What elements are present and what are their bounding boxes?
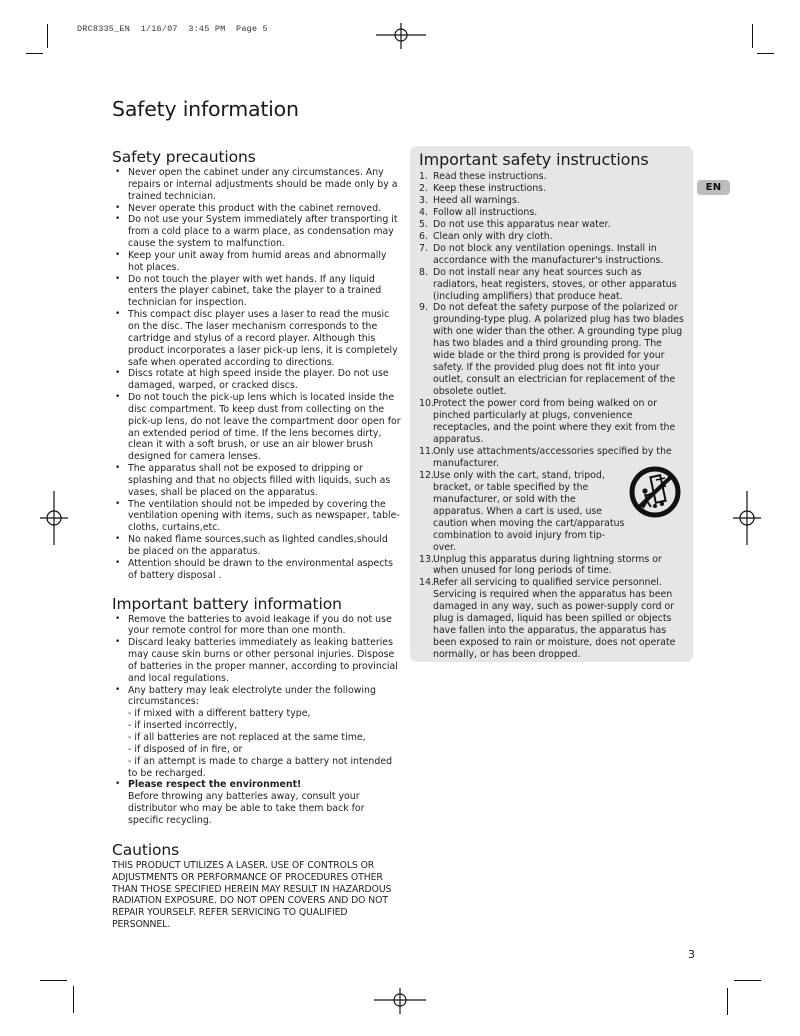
- battery-information-section: [112, 595, 402, 827]
- item-number: 11.: [419, 445, 434, 457]
- item-number: 13.: [419, 553, 434, 565]
- list-item: • This compact disc player uses a laser to read the music on the disc. The laser mechanism corresponds to the cartridge and stylus of a record player. Although this product incorporates a laser pick-up lens, it is completely safe when operated according to directions.: [112, 309, 402, 368]
- list-item: [419, 577, 685, 661]
- leak-condition: - if an attempt is made to charge a battery not intended to be recharged.: [128, 755, 393, 779]
- printer-slug: DRC8335_EN 1/16/07 3:45 PM Page 5: [77, 24, 268, 34]
- list-item-leak-conditions: [112, 685, 402, 780]
- item-number: 5.: [419, 218, 428, 230]
- item-text: Follow all instructions.: [433, 206, 538, 218]
- caution-text: THIS PRODUCT UTILIZES A LASER. USE OF CONTROLS OR ADJUSTMENTS OR PERFORMANCE OF PROCEDURES OTHER THAN THOSE SPECIFIED HEREIN MAY RESULT IN HAZARDOUS RADIATION EXPOSURE. DO NOT OPEN COVERS AND DO NOT REPAIR YOURSELF. REFER SERVICING TO QUALIFIED PERSONNEL.: [112, 859, 392, 931]
- item-text: Refer all servicing to qualified service personnel. Servicing is required when the apparatus has been damaged in any way, such as power-supply cord or plug is damaged, liquid has been spilled or objects have fallen into the apparatus, the apparatus has been exposed to rain or moisture, does not operate normally, or has been dropped.: [433, 577, 676, 661]
- environment-text: Before throwing any batteries away, consult your distributor who may be able to take them back for specific recycling.: [128, 791, 365, 826]
- item-number: 9.: [419, 302, 428, 314]
- list-item: [419, 207, 685, 219]
- registration-crosshair-icon: [717, 488, 777, 548]
- registration-crosshair-icon: [370, 970, 430, 1030]
- item-text: Clean only with dry cloth.: [433, 230, 553, 242]
- list-item: [419, 243, 685, 267]
- language-tab-en: EN: [697, 180, 730, 195]
- leak-condition: - if mixed with a different battery type,: [128, 708, 311, 720]
- crop-mark-bottom-left-h: [40, 980, 67, 981]
- list-item-environment: [112, 779, 402, 826]
- item-number: 7.: [419, 242, 428, 254]
- list-item: • Attention should be drawn to the environmental aspects of battery disposal .: [112, 558, 402, 582]
- leak-condition: - if disposed of in fire, or: [128, 743, 243, 755]
- list-item: [419, 195, 685, 207]
- item-text: Only use attachments/accessories specified by the manufacturer.: [433, 445, 672, 469]
- list-item: • The apparatus shall not be exposed to dripping or splashing and that no objects filled with liquids, such as vases, shall be placed on the apparatus.: [112, 463, 402, 499]
- crop-mark-bottom-right-v: [727, 988, 728, 1015]
- important-safety-instructions-panel: [410, 146, 693, 662]
- section-title-safety-precautions: Safety precautions: [112, 148, 256, 166]
- item-text: Keep these instructions.: [433, 182, 547, 194]
- crop-mark-top-left-v: [47, 24, 48, 48]
- registration-crosshair-icon: [371, 5, 431, 65]
- crop-mark-bottom-right-h: [734, 980, 761, 981]
- registration-crosshair-icon: [24, 488, 84, 548]
- list-item: • Never operate this product with the cabinet removed.: [112, 203, 402, 215]
- leak-condition: - if inserted incorrectly,: [128, 720, 238, 732]
- list-item: • The ventilation should not be impeded by covering the ventilation opening with items, such as newspaper, table-cloths, curtains,etc.: [112, 499, 402, 535]
- list-item: • Do not use your System immediately after transporting it from a cold place to a warm place, as condensation may cause the system to malfunction.: [112, 214, 402, 250]
- important-safety-instructions-list: [419, 171, 685, 661]
- crop-mark-top-right-v: [752, 24, 753, 48]
- cart-tip-over-warning-icon: [629, 466, 681, 518]
- item-number: 1.: [419, 171, 428, 182]
- item-text: Read these instructions.: [433, 171, 547, 182]
- item-text: Heed all warnings.: [433, 194, 520, 206]
- list-item: [419, 183, 685, 195]
- item-number: 4.: [419, 206, 428, 218]
- item-text: Do not defeat the safety purpose of the polarized or grounding-type plug. A polarized plug has two blades with one wider than the other. A grounding type plug has two blades and a third grounding prong. The wide blade or the third prong is provided for your safety. If the provided plug does not fit into your outlet, consult an electrician for replacement of the obsolete outlet.: [433, 302, 684, 398]
- item-number: 14.: [419, 577, 434, 589]
- left-column: [112, 148, 402, 931]
- item-number: 8.: [419, 266, 428, 278]
- page-title: Safety information: [112, 97, 299, 121]
- list-item: [419, 219, 685, 231]
- crop-mark-top-left-h: [26, 53, 43, 54]
- environment-heading: • Please respect the environment!: [128, 779, 302, 791]
- item-text: Use only with the cart, stand, tripod, bracket, or table specified by the manufacturer, or sold with the apparatus. When a cart is used, use caution when moving the cart/apparatus combination to avoid injury from tip-over.: [433, 469, 625, 553]
- crop-mark-bottom-left-v: [73, 986, 74, 1013]
- item-text: Do not install near any heat sources such as radiators, heat registers, stoves, or other apparatus (including amplifiers) that produce heat.: [433, 266, 677, 302]
- item-number: 10.: [419, 398, 434, 410]
- section-title-battery-information: Important battery information: [112, 594, 342, 613]
- item-number: 2.: [419, 182, 428, 194]
- list-item: • Keep your unit away from humid areas and abnormally hot places.: [112, 250, 402, 274]
- item-text: Do not use this apparatus near water.: [433, 218, 611, 230]
- item-text: Protect the power cord from being walked on or pinched particularly at plugs, convenience receptacles, and the point where they exit from the apparatus.: [433, 398, 676, 445]
- list-item: [419, 554, 685, 578]
- cautions-section: [112, 841, 402, 931]
- section-title-important-safety-instructions: Important safety instructions: [419, 150, 649, 169]
- item-number: 6.: [419, 230, 428, 242]
- leak-intro: • Any battery may leak electrolyte under the following circumstances:: [128, 684, 376, 708]
- item-number: 3.: [419, 194, 428, 206]
- list-item: • Do not touch the player with wet hands. If any liquid enters the player cabinet, take the player to a trained technician for inspection.: [112, 274, 402, 310]
- list-item: • Discard leaky batteries immediately as leaking batteries may cause skin burns or other personal injuries. Dispose of batteries in the proper manner, according to provincial and local regulations.: [112, 637, 402, 684]
- list-item: • Discs rotate at high speed inside the player. Do not use damaged, warped, or cracked discs.: [112, 368, 402, 392]
- list-item: [419, 302, 685, 398]
- item-number: 12.: [419, 469, 434, 481]
- item-text: Do not block any ventilation openings. Install in accordance with the manufacturer's instructions.: [433, 242, 664, 266]
- leak-condition: - if all batteries are not replaced at the same time,: [128, 731, 366, 743]
- list-item: • Never open the cabinet under any circumstances. Any repairs or internal adjustments should be made only by a trained technician.: [112, 167, 402, 203]
- crop-mark-top-right-h: [757, 53, 774, 54]
- safety-precautions-list: [112, 167, 402, 582]
- list-item: • No naked flame sources,such as lighted candles,should be placed on the apparatus.: [112, 534, 402, 558]
- battery-information-list: [112, 614, 402, 827]
- item-text: Unplug this apparatus during lightning storms or when unused for long periods of time.: [433, 553, 662, 577]
- section-title-cautions: Cautions: [112, 840, 180, 859]
- safety-precautions-section: [112, 148, 402, 582]
- list-item: • Do not touch the pick-up lens which is located inside the disc compartment. To keep dust from collecting on the pick-up lens, do not leave the compartment door open for an extended period of time. If the lens becomes dirty, clean it with a soft brush, or use an air blower brush designed for camera lenses.: [112, 392, 402, 463]
- list-item: [419, 231, 685, 243]
- list-item: [419, 171, 685, 183]
- page-number: 3: [688, 948, 695, 961]
- list-item: • Remove the batteries to avoid leakage if you do not use your remote control for more than one month.: [112, 614, 402, 638]
- list-item: [419, 267, 685, 303]
- list-item: [419, 398, 685, 446]
